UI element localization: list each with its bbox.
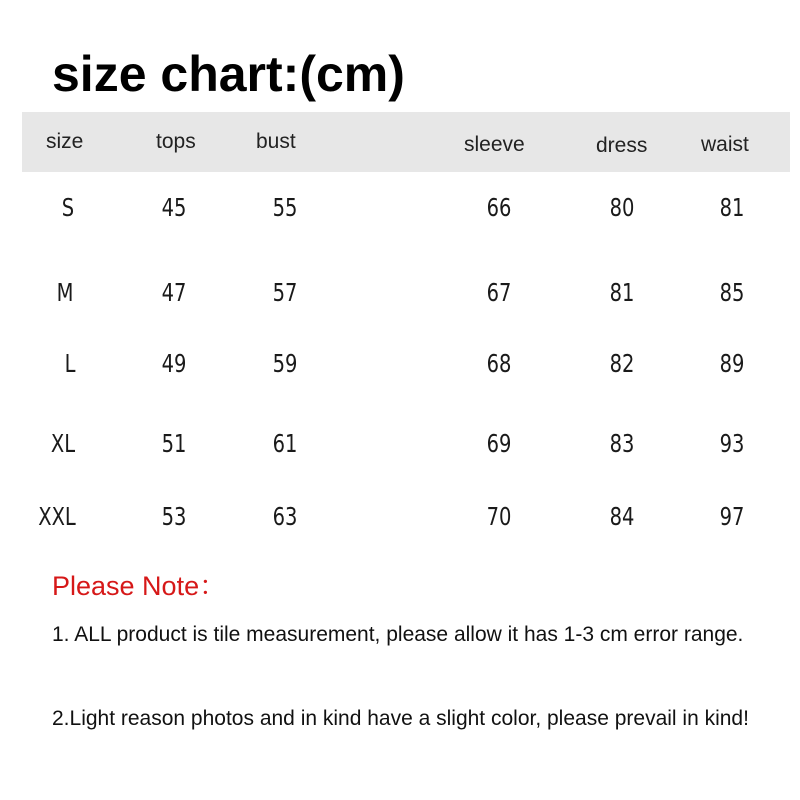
table-row — [0, 344, 800, 384]
cell-size: XL — [50, 429, 76, 458]
cell-bust: 63 — [272, 502, 298, 531]
cell-sleeve: 70 — [486, 502, 512, 531]
cell-sleeve: 66 — [486, 193, 512, 222]
cell-sleeve: 69 — [486, 429, 512, 458]
table-row — [0, 188, 800, 228]
cell-sleeve: 68 — [486, 349, 512, 378]
cell-size: M — [56, 278, 74, 307]
cell-waist: 89 — [719, 349, 745, 378]
cell-tops: 51 — [161, 429, 187, 458]
cell-dress: 80 — [609, 193, 635, 222]
table-header — [22, 112, 790, 172]
cell-size: S — [61, 193, 75, 222]
cell-bust: 59 — [272, 349, 298, 378]
cell-dress: 84 — [609, 502, 635, 531]
cell-dress: 83 — [609, 429, 635, 458]
header-sleeve: sleeve — [464, 133, 525, 156]
header-waist: waist — [701, 133, 749, 156]
cell-waist: 85 — [719, 278, 745, 307]
cell-tops: 45 — [161, 193, 187, 222]
table-row — [0, 424, 800, 464]
header-size: size — [46, 130, 84, 153]
cell-waist: 81 — [719, 193, 745, 222]
cell-tops: 47 — [161, 278, 187, 307]
note-line-1: 1. ALL product is tile measurement, please allow it has 1-3 cm error range. — [52, 623, 744, 646]
page-title: size chart:(cm) — [52, 46, 405, 102]
cell-size: L — [64, 349, 76, 378]
cell-dress: 82 — [609, 349, 635, 378]
cell-tops: 49 — [161, 349, 187, 378]
header-dress: dress — [596, 134, 648, 157]
cell-bust: 57 — [272, 278, 298, 307]
cell-waist: 97 — [719, 502, 745, 531]
table-row — [0, 497, 800, 537]
cell-bust: 55 — [272, 193, 298, 222]
cell-tops: 53 — [161, 502, 187, 531]
header-bust: bust — [256, 130, 296, 153]
cell-sleeve: 67 — [486, 278, 512, 307]
cell-bust: 61 — [272, 429, 298, 458]
note-line-2: 2.Light reason photos and in kind have a slight color, please prevail in kind! — [52, 707, 749, 730]
table-row — [0, 273, 800, 313]
cell-waist: 93 — [719, 429, 745, 458]
cell-dress: 81 — [609, 278, 635, 307]
note-heading: Please Note： — [52, 571, 227, 601]
header-tops: tops — [156, 130, 196, 153]
cell-size: XXL — [38, 502, 76, 531]
